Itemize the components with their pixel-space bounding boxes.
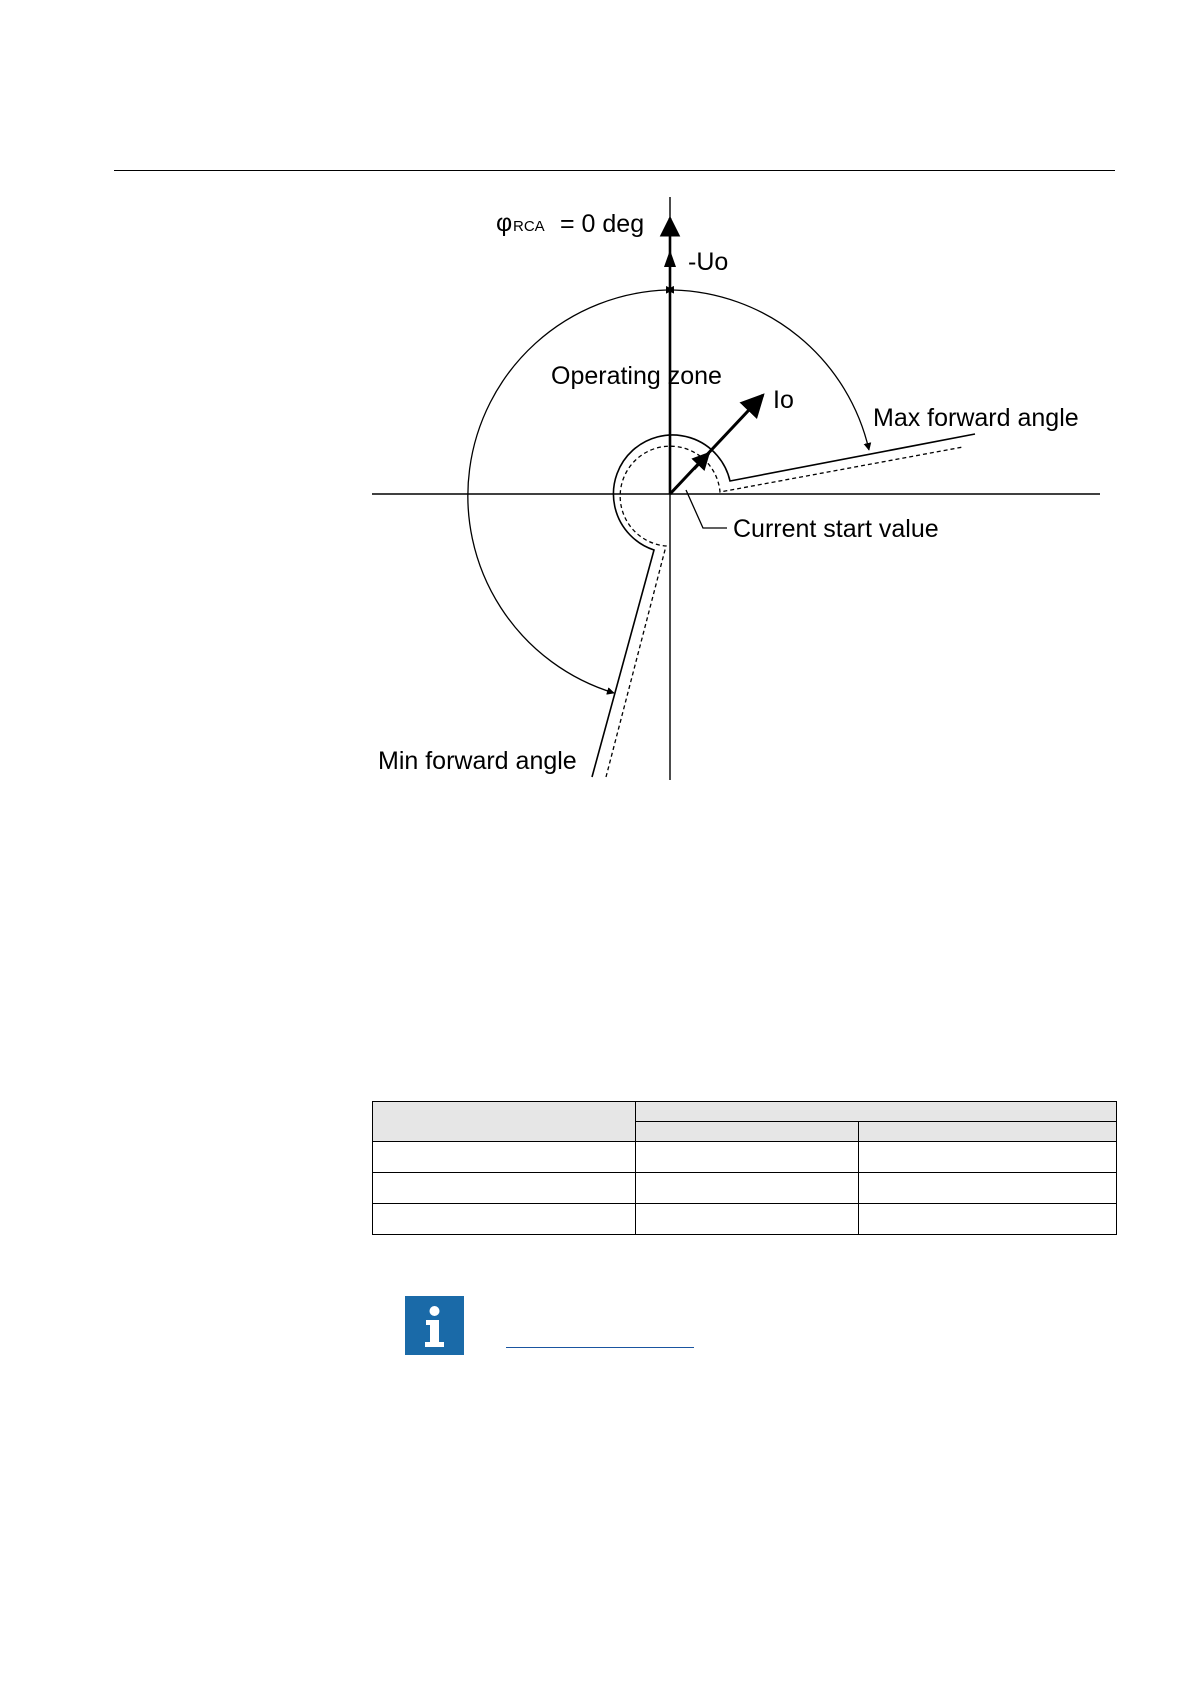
table-cell <box>636 1173 859 1204</box>
current-start-value-leader <box>686 490 727 528</box>
table-subheader-cell <box>636 1122 859 1142</box>
note-link[interactable] <box>506 1327 694 1348</box>
table-cell <box>636 1204 859 1235</box>
info-icon <box>405 1296 464 1355</box>
table-row <box>373 1204 1117 1235</box>
reset-zone-boundary <box>606 446 963 777</box>
io-vector <box>670 395 763 494</box>
table-cell <box>859 1204 1117 1235</box>
header-rule <box>114 170 1115 171</box>
table-cell <box>373 1142 636 1173</box>
io-vector-tick <box>694 453 709 469</box>
operating-zone-boundary <box>592 434 975 777</box>
table-cell <box>636 1142 859 1173</box>
rca-value-label: = 0 deg <box>560 210 645 238</box>
operating-zone-label: Operating zone <box>551 362 722 390</box>
rca-subscript: RCA <box>513 218 545 235</box>
settings-table <box>372 1101 1117 1235</box>
table-header-group-cell <box>636 1102 1117 1122</box>
table-cell <box>859 1142 1117 1173</box>
table-cell <box>859 1173 1117 1204</box>
phi-symbol: φ <box>496 209 513 237</box>
table-subheader-cell <box>859 1122 1117 1142</box>
directional-characteristic-diagram <box>360 190 1115 790</box>
table-cell <box>373 1204 636 1235</box>
min-forward-angle-arc <box>468 290 667 693</box>
min-forward-angle-label: Min forward angle <box>378 747 577 775</box>
table-row <box>373 1173 1117 1204</box>
io-label: Io <box>773 386 794 414</box>
current-start-value-label: Current start value <box>733 515 939 543</box>
max-forward-angle-label: Max forward angle <box>873 404 1079 432</box>
table-cell <box>373 1173 636 1204</box>
table-row <box>373 1142 1117 1173</box>
table-header-row <box>373 1102 1117 1122</box>
uo-label: -Uo <box>688 248 729 276</box>
info-glyph-icon <box>405 1296 464 1355</box>
table-header-cell <box>373 1102 636 1142</box>
uo-arrowhead-mid <box>664 250 676 267</box>
